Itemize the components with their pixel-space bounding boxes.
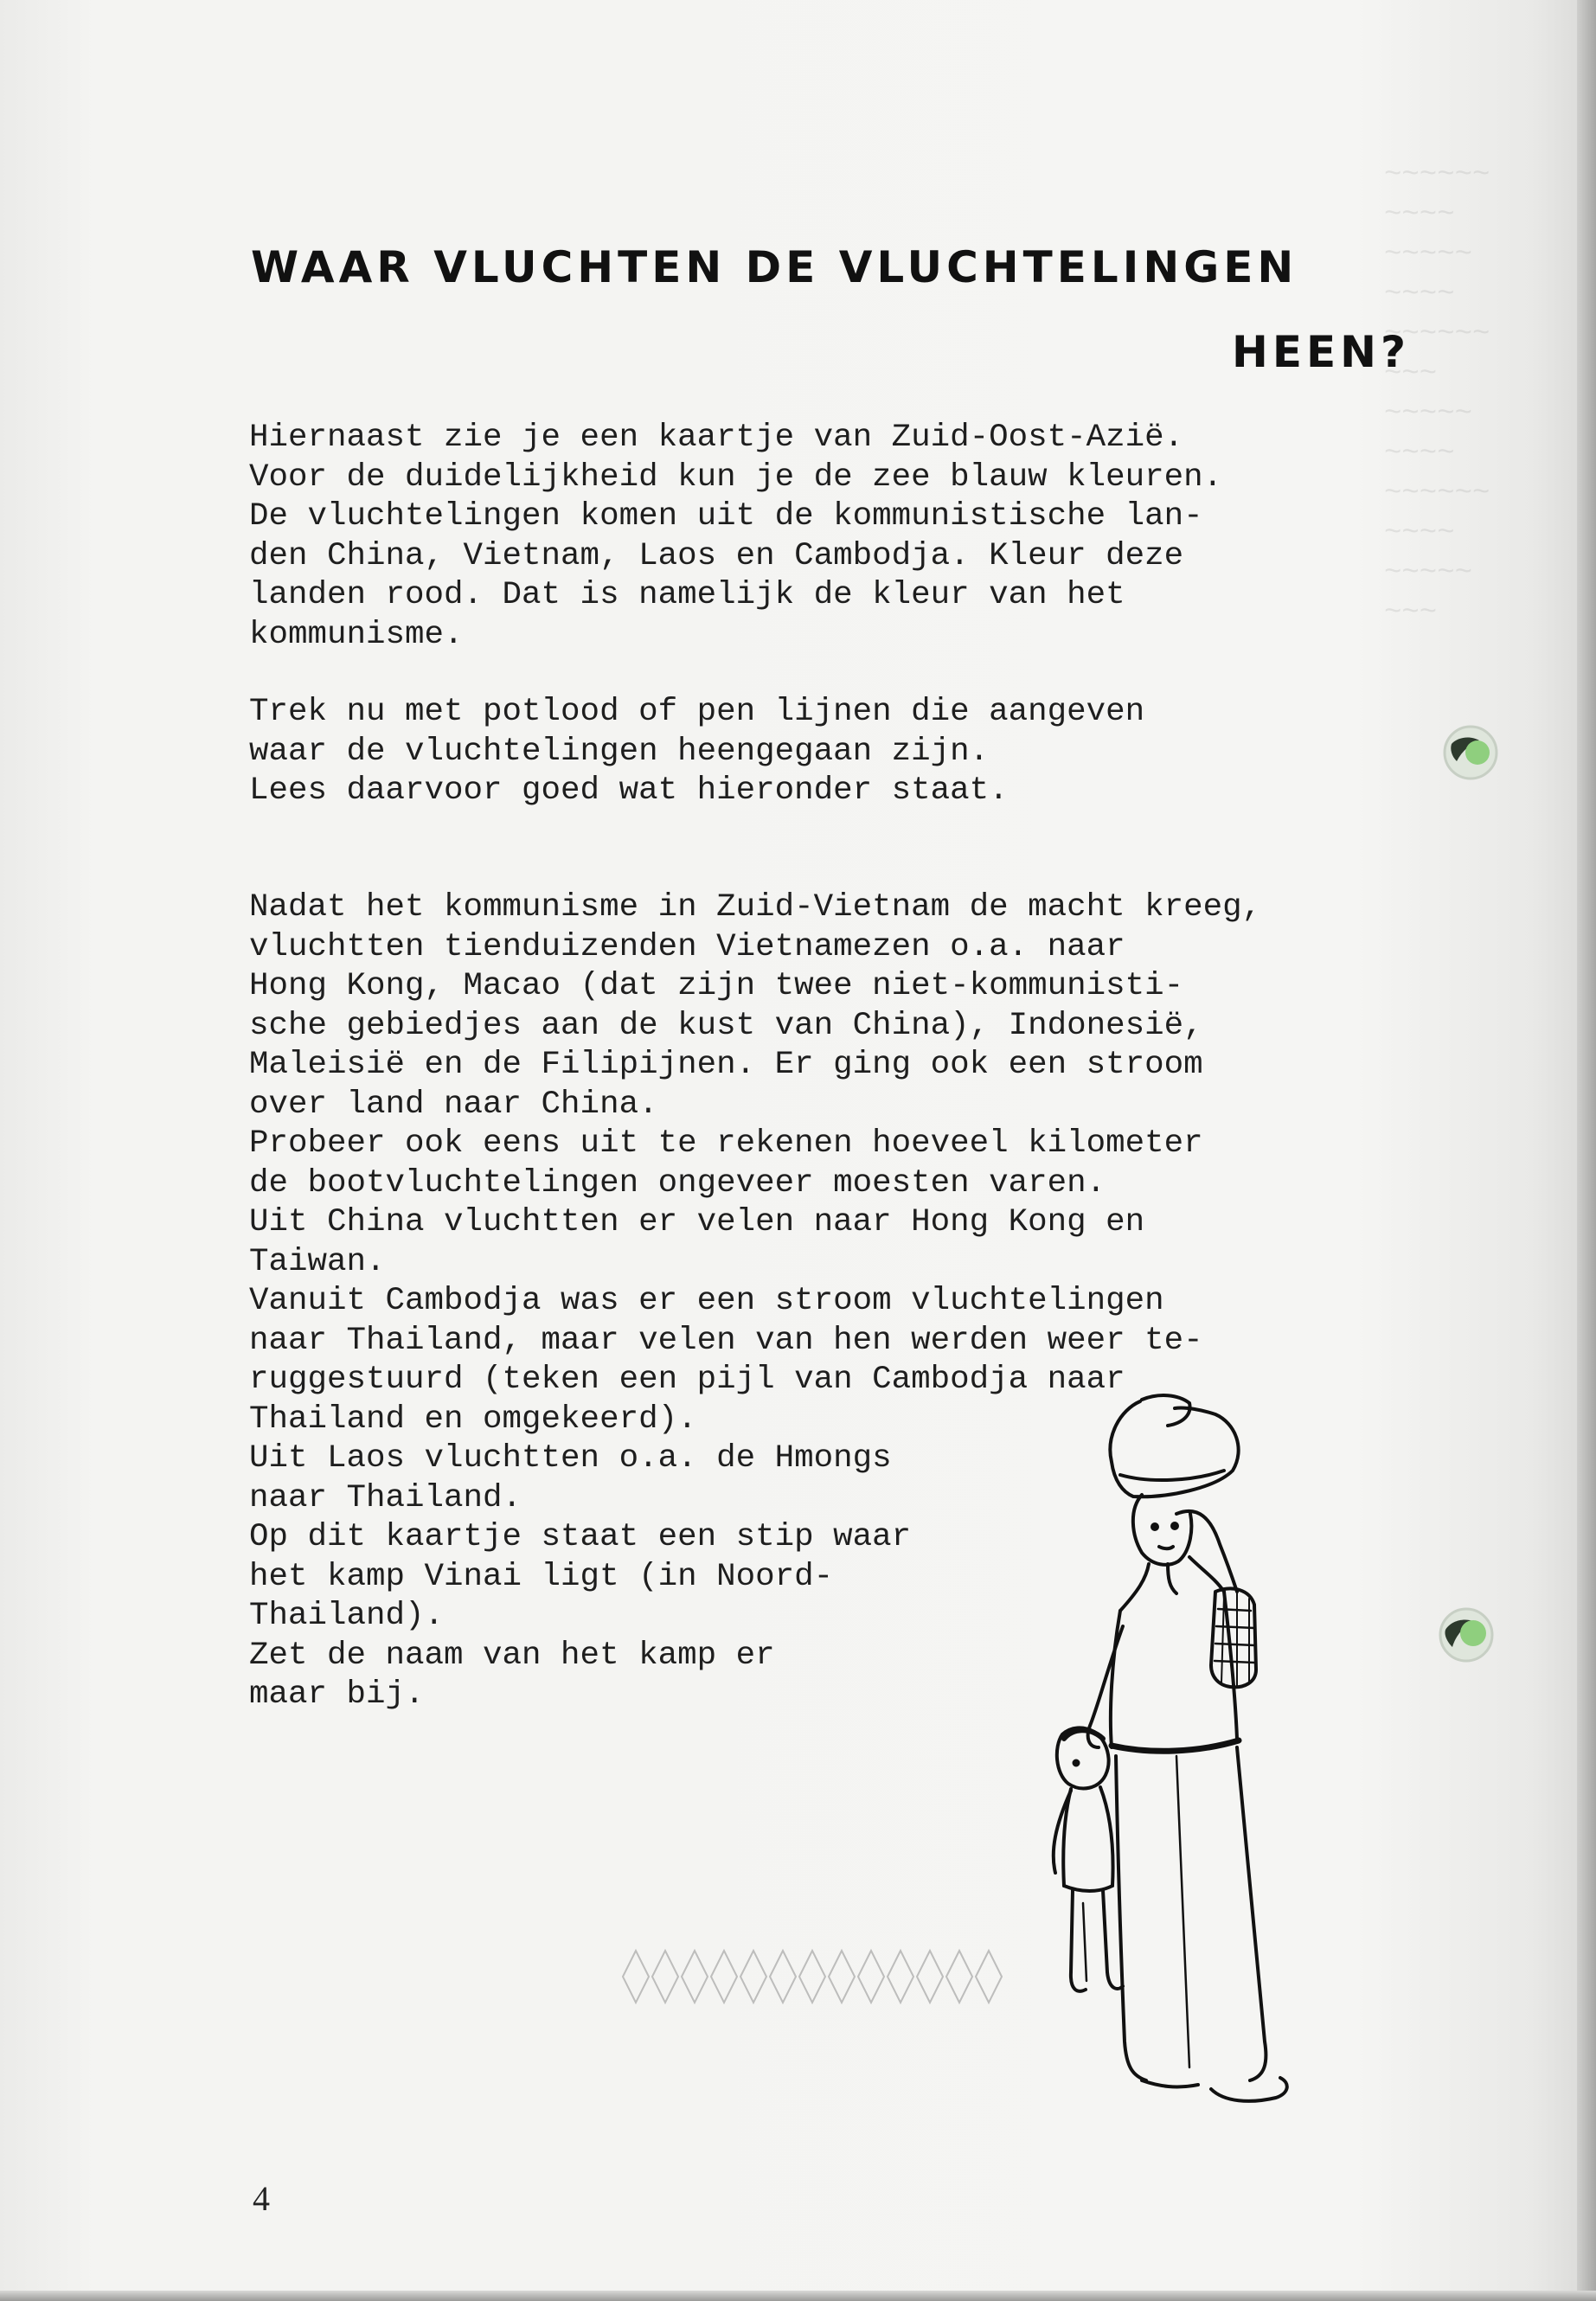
text-line: Lees daarvoor goed wat hieronder staat.: [249, 772, 1009, 809]
paragraph-map-intro: [249, 419, 1495, 655]
text-line: Nadat het kommunisme in Zuid-Vietnam de macht kreeg,: [249, 889, 1262, 926]
text-line: Thailand en omgekeerd).: [249, 1400, 697, 1438]
text-line: Probeer ook eens uit te rekenen hoeveel kilometer: [249, 1125, 1203, 1162]
text-line: Zet de naam van het kamp er: [249, 1637, 775, 1674]
text-line: waar de vluchtelingen heengegaan zijn.: [249, 733, 990, 770]
title-line-2: HEEN?: [1231, 327, 1410, 377]
text-line: Maleisië en de Filipijnen. Er ging ook een stroom: [249, 1047, 1203, 1083]
binder-hole-icon: [1432, 1600, 1501, 1670]
text-line: Vanuit Cambodja was er een stroom vluchtelingen: [249, 1283, 1164, 1319]
text-line: Voor de duidelijkheid kun je de zee blauw kleuren.: [249, 458, 1223, 496]
text-line: het kamp Vinai ligt (in Noord-: [249, 1558, 834, 1595]
text-line: Thailand).: [249, 1598, 445, 1634]
text-line: vluchtten tienduizenden Vietnamezen o.a. naar: [249, 928, 1125, 965]
title-line-1: WAAR VLUCHTEN DE VLUCHTELINGEN: [251, 242, 1298, 292]
text-line: Hong Kong, Macao (dat zijn twee niet-kommunisti-: [249, 968, 1184, 1004]
decorative-ornament-row: [614, 1938, 1029, 2016]
page-title: [251, 242, 1445, 377]
text-line: Uit Laos vluchtten o.a. de Hmongs: [249, 1440, 892, 1477]
text-line: over land naar China.: [249, 1086, 658, 1123]
page-bottom-edge: [0, 2291, 1596, 2301]
text-line: de bootvluchtelingen ongeveer moesten varen.: [249, 1164, 1106, 1202]
text-line: Trek nu met potlood of pen lijnen die aangeven: [249, 694, 1145, 730]
text-line: Taiwan.: [249, 1243, 386, 1280]
text-line: De vluchtelingen komen uit de kommunistische lan-: [249, 498, 1203, 535]
binder-hole-icon: [1436, 718, 1505, 787]
refugee-woman-child-illustration: [1038, 1384, 1349, 2145]
page-edge: [1577, 0, 1596, 2301]
text-line: kommunisme.: [249, 616, 464, 653]
text-line: Uit China vluchtten er velen naar Hong Kong en: [249, 1204, 1145, 1240]
text-line: naar Thailand.: [249, 1479, 522, 1516]
text-line: sche gebiedjes aan de kust van China), Indonesië,: [249, 1007, 1203, 1044]
show-through-text: ~~~~~~ ~~~~ ~~~~~ ~~~~ ~~~~~~ ~~~ ~~~~~ ~~~~ ~~~~~~ ~~~~ ~~~~~ ~~~: [1384, 159, 1490, 630]
text-line: den China, Vietnam, Laos en Cambodja. Kleur deze: [249, 537, 1184, 574]
text-line: Hiernaast zie je een kaartje van Zuid-Oost-Azië.: [249, 420, 1184, 456]
text-line: landen rood. Dat is namelijk de kleur van het: [249, 577, 1125, 613]
text-line: maar bij.: [249, 1676, 425, 1713]
page-number: 4: [253, 2179, 270, 2218]
text-line: ruggestuurd (teken een pijl van Cambodja naar: [249, 1362, 1125, 1398]
text-line: naar Thailand, maar velen van hen werden weer te-: [249, 1322, 1203, 1359]
text-line: Op dit kaartje staat een stip waar: [249, 1519, 912, 1555]
paragraph-instructions: [249, 693, 1495, 811]
